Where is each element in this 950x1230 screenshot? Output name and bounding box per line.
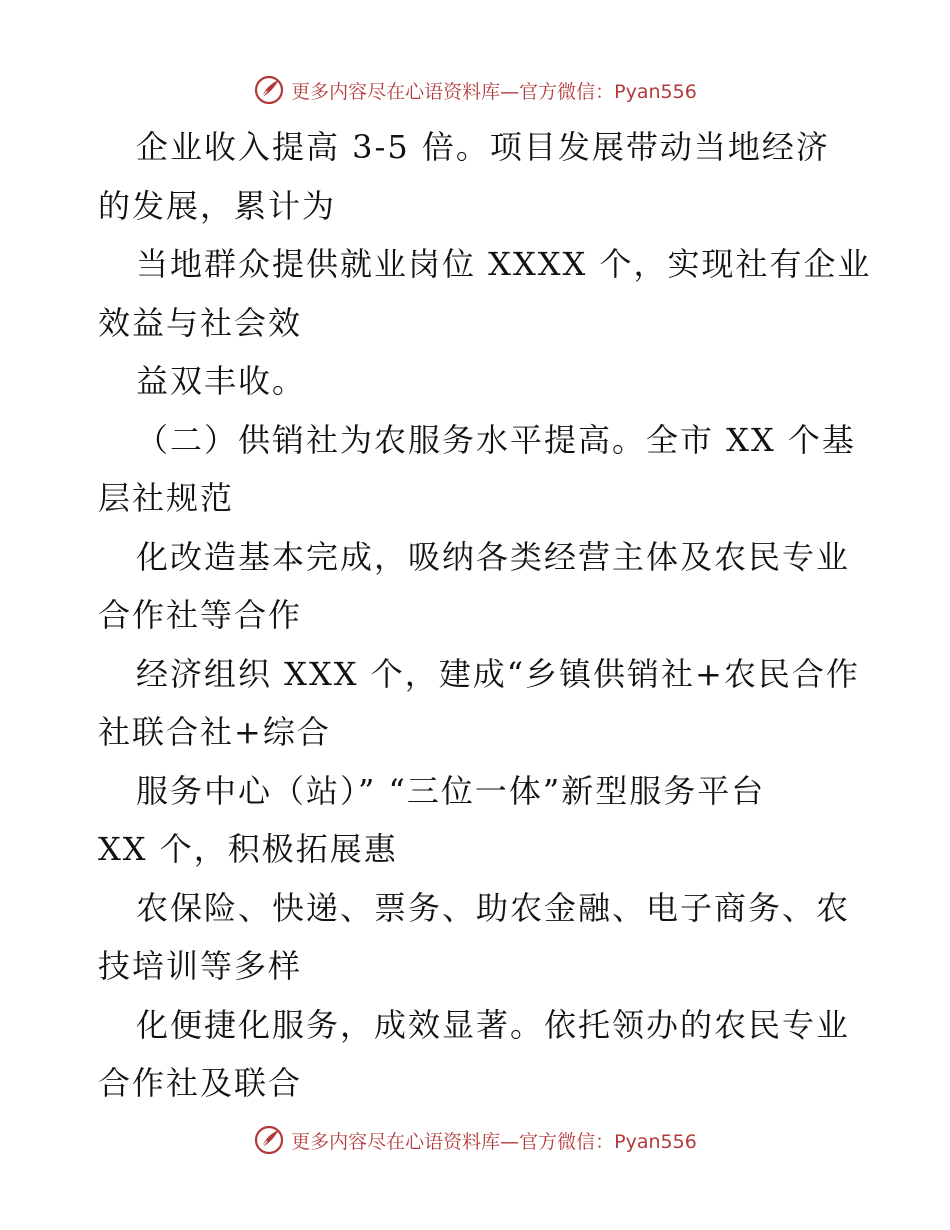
feather-pen-icon — [253, 1124, 285, 1156]
text-line: 效益与社会效 — [98, 303, 303, 342]
text-line: 化改造基本完成，吸纳各类经营主体及农民专业 — [136, 537, 851, 576]
text-line: 化便捷化服务，成效显著。依托领办的农民专业 — [136, 1005, 851, 1044]
text-line: 合作社及联合 — [98, 1064, 303, 1102]
text-line: XX 个，积极拓展惠 — [98, 830, 398, 868]
banner-text: 更多内容尽在心语资料库—官方微信：Pyan556 — [291, 1130, 697, 1153]
text-line: 益双丰收。 — [136, 362, 307, 400]
document-body — [98, 118, 872, 1113]
footer-banner — [0, 1120, 950, 1160]
text-line: 农保险、快递、票务、助农金融、电子商务、农 — [136, 888, 851, 927]
header-banner — [0, 70, 950, 110]
text-line: 技培训等多样 — [98, 947, 303, 985]
feather-pen-icon — [253, 74, 285, 106]
text-line: （二）供销社为农服务水平提高。全市 XX 个基 — [136, 420, 856, 459]
text-line: 层社规范 — [98, 479, 235, 517]
text-line: 企业收入提高 3-5 倍。项目发展带动当地经济 — [136, 128, 830, 166]
text-line: 社联合社+综合 — [98, 713, 331, 751]
text-line: 经济组织 XXX 个，建成“乡镇供销社+农民合作 — [136, 654, 860, 693]
banner-text: 更多内容尽在心语资料库—官方微信：Pyan556 — [291, 80, 697, 103]
text-line: 服务中心（站）” “三位一体”新型服务平台 — [136, 771, 766, 810]
text-line: 的发展，累计为 — [98, 186, 337, 225]
text-line: 当地群众提供就业岗位 XXXX 个，实现社有企业 — [136, 245, 872, 283]
text-line: 合作社等合作 — [98, 596, 303, 634]
